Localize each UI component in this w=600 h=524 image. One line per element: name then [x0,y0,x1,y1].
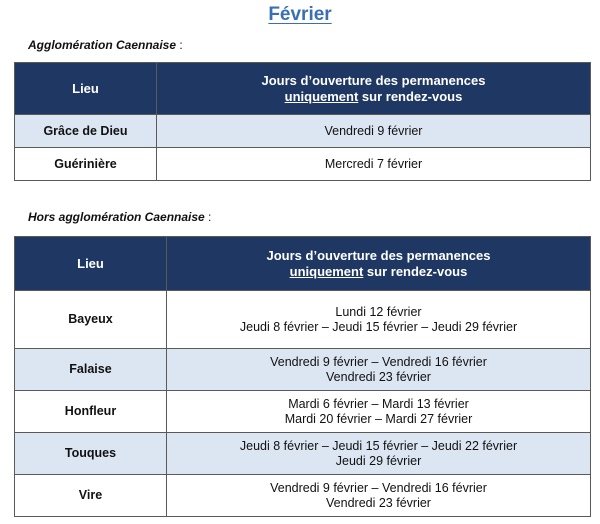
section-label-text: Hors agglomération Caennaise [28,210,205,224]
dates-cell [167,433,591,475]
date-line: Jeudi 8 février – Jeudi 15 février – Jeudi 22 février [239,438,518,453]
dates-cell [167,291,591,349]
header-days-line2 [167,264,590,280]
place-cell: Falaise [15,349,167,391]
dates-cell [167,391,591,433]
place-cell: Guérinière [15,148,157,181]
section-label-agglomeration [28,38,183,52]
schedule-table-agglomeration [14,62,591,181]
date-line: Jeudi 29 février [335,453,422,468]
table-row [15,391,591,433]
date-line: Mardi 20 février – Mardi 27 février [284,411,473,426]
section-label-colon: : [176,38,183,52]
header-days-rest: sur rendez-vous [363,263,468,279]
header-days-line1: Jours d’ouverture des permanences [266,247,491,263]
table-row [15,475,591,517]
header-days-rest: sur rendez-vous [358,88,463,104]
section-label-text: Agglomération Caennaise [28,38,177,52]
place-cell: Bayeux [15,291,167,349]
header-days-emph: uniquement [284,88,359,104]
header-days [157,63,591,115]
date-line: Mardi 6 février – Mardi 13 février [288,396,469,411]
date-line: Vendredi 9 février [324,123,423,138]
place-cell: Touques [15,433,167,475]
date-line: Vendredi 9 février – Vendredi 16 février [270,354,487,369]
table-row [15,148,591,181]
dates-cell [157,148,591,181]
table-header-row [15,63,591,115]
place-cell: Grâce de Dieu [15,115,157,148]
table-row [15,433,591,475]
table-row [15,349,591,391]
header-place: Lieu [15,237,167,291]
header-days-line1: Jours d’ouverture des permanences [261,72,486,88]
page-title: Février [268,4,332,25]
section-label-colon: : [204,210,212,224]
header-days-emph: uniquement [289,263,364,279]
dates-cell [167,349,591,391]
header-place: Lieu [15,63,157,115]
date-line: Vendredi 23 février [326,495,431,510]
place-cell: Honfleur [15,391,167,433]
table-row [15,291,591,349]
header-days-line2 [157,89,590,105]
table-row [15,115,591,148]
date-line: Vendredi 9 février – Vendredi 16 février [270,480,487,495]
dates-cell [157,115,591,148]
header-days [167,237,591,291]
schedule-table-hors-agglomeration [14,236,591,517]
date-line: Vendredi 23 février [326,369,431,384]
place-cell: Vire [15,475,167,517]
date-line: Lundi 12 février [335,304,422,319]
section-label-hors-agglomeration [28,210,211,224]
dates-cell [167,475,591,517]
date-line: Mercredi 7 février [324,156,423,171]
table-header-row [15,237,591,291]
date-line: Jeudi 8 février – Jeudi 15 février – Jeudi 29 février [239,319,518,334]
